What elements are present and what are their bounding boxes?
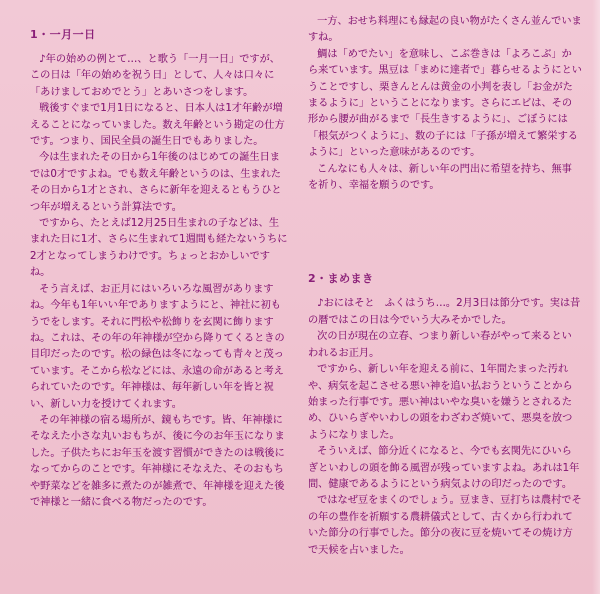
paragraph: ♪おにはそと ふくはうち…。2月3日は節分です。実は昔の暦ではこの日は今でいう大みそかでした。 bbox=[308, 298, 581, 326]
paragraph: 戦後すぐまで1月1日になると、日本人は1才年齢が増えることになっていました。数え年齢という勘定の仕方です。つまり、国民全員の誕生日でもありました。 bbox=[30, 103, 285, 148]
paragraph: ですから、たとえば12月25日生まれの子などは、生まれた日に1才、さらに生まれて1週間も経たないうちに2才となってしまうわけです。ちょっとおかしいですね。 bbox=[30, 218, 288, 279]
paragraph: 一方、おせち料理にも縁起の良い物がたくさん並んでいますね。 bbox=[308, 16, 582, 44]
paragraph: ですから、新しい年を迎える前に、1年間たまった汚れや、病気を起こさせる悪い神を追い払おうということから始まった行事です。悪い神はいやな臭いを嫌うとされるため、ひいらぎやいわしの頭をわざわざ焼いて、悪臭を放つようになりました。 bbox=[308, 364, 573, 441]
paragraph: ではなぜ豆をまくのでしょう。豆まき、豆打ちは農村でその年の豊作を祈願する農耕儀式として、古くから行われていた節分の行事でした。節分の夜に豆を焼いてその焼け方で天候を占いました。 bbox=[308, 495, 582, 556]
paragraph: 今は生まれたその日から1年後のはじめての誕生日までは0才ですよね。でも数え年齢というのは、生まれたその日から1才とされ、さらに新年を迎えるともうひとつ年が増えるという計算法です。 bbox=[30, 152, 282, 213]
section-heading-2: 2・まめまき bbox=[308, 272, 374, 286]
right-column bbox=[300, 0, 600, 594]
paragraph: こんなにも人々は、新しい年の門出に希望を持ち、無事を祈り、幸福を願うのです。 bbox=[308, 163, 572, 192]
paragraph: 次の日が現在の立春、つまり新しい春がやって来るといわれるお正月。 bbox=[308, 331, 572, 359]
paragraph: その年神様の宿る場所が、鏡もちです。皆、年神様にそなえた小さな丸いおもちが、後に今のお年玉になりました。子供たちにお年玉を渡す習慣ができたのは戦後になってからのことです。年神様にそなえた、そのおもちや野菜などを雑多に煮たのが雑煮で、年神様を迎えた後で神様と一緒に食べる物だったのです。 bbox=[30, 414, 285, 508]
paragraph: 鯛は「めでたい」を意味し、こぶ巻きは「よろこぶ」から来ています。黒豆は「まめに達者で」暮らせるようにということですし、栗きんとんは黄金の小判を表し「お金がたまるように」ということになります。さらにエビは、その形から腰が曲がるまで「長生きするように」、ごぼうには「根気がつくように」、数の子には「子孫が増えて繁栄するように」といった意味があるのです。 bbox=[308, 48, 582, 159]
paragraph: そういえば、節分近くになると、今でも玄関先にひいらぎといわしの頭を飾る風習が残っていますよね。あれは1年間、健康であるようにという病気よけの印だったのです。 bbox=[308, 446, 580, 490]
paragraph: ♪年の始めの例とて…、と歌う「一月一日」ですが、この日は「年の始めを祝う日」として、人々は口々に「あけましておめでとう」とあいさつをします。 bbox=[30, 54, 280, 98]
paragraph: そう言えば、お正月にはいろいろな風習がありますね。今年も1年いい年でありますようにと、神社に初もうでをします。それに門松や松飾りを玄関に飾りますね。これは、その年の年神様が空から降りてくるときの目印だったのです。松の緑色は冬になっても青々と茂っています。そこから松などには、永遠の命があると考えられていたのです。年神様は、毎年新しい年を皆と祝い、新しい力を授けてくれます。 bbox=[30, 283, 285, 410]
page-edge-shadow bbox=[592, 0, 600, 594]
section-heading-1: 1・一月一日 bbox=[30, 28, 96, 41]
